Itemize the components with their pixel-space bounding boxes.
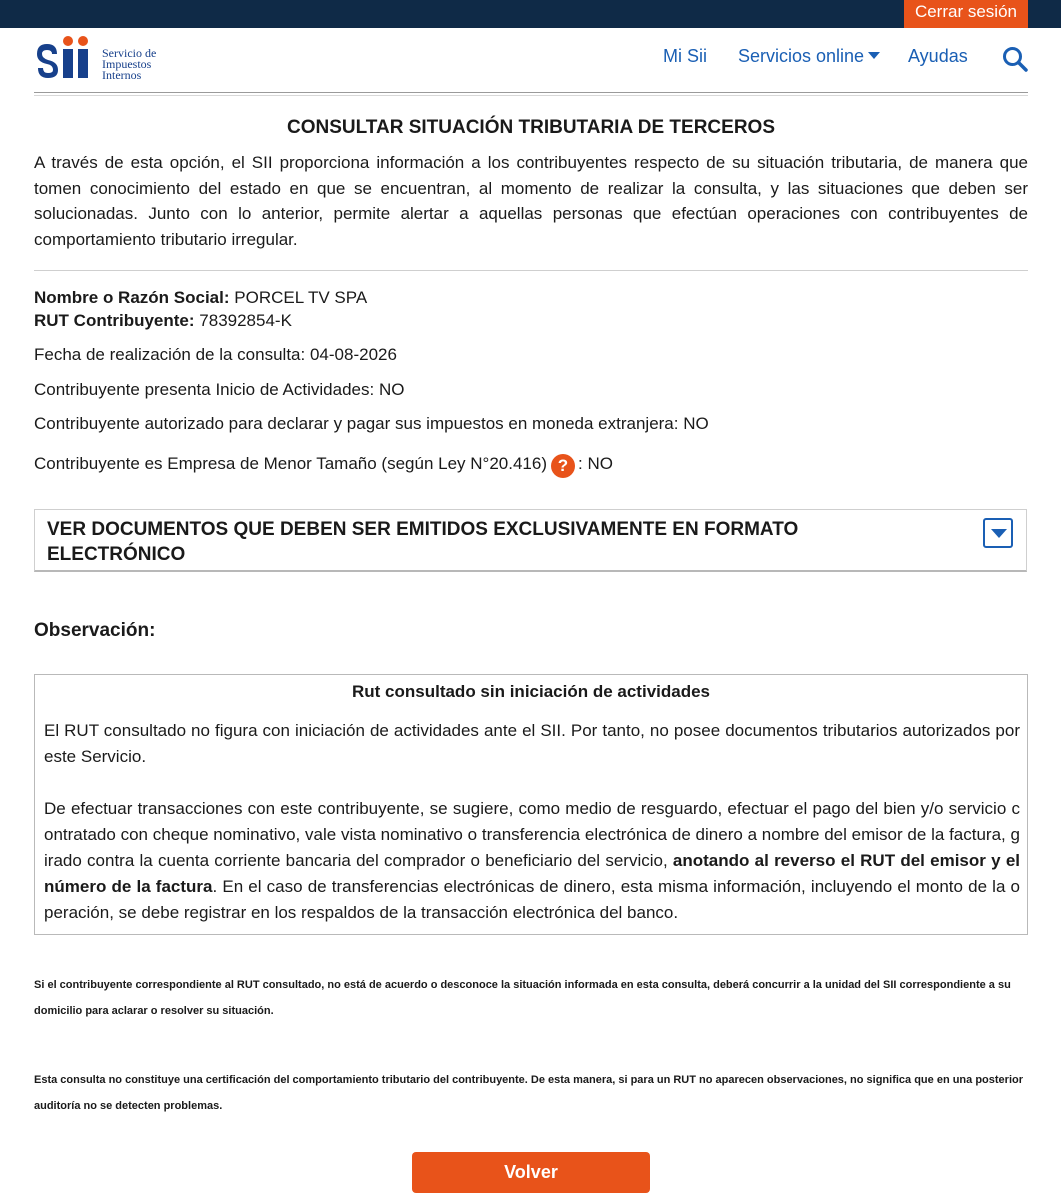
search-icon[interactable] xyxy=(1002,46,1028,72)
moneda-extranjera-label: Contribuyente autorizado para declarar y pagar sus impuestos en moneda extranjera: xyxy=(34,414,679,433)
taxpayer-rut-label: RUT Contribuyente: xyxy=(34,311,195,330)
observacion-paragraph-1: El RUT consultado no figura con iniciación de actividades ante el SII. Por tanto, no posee documentos tributarios autorizados por este Servicio. xyxy=(44,721,1020,766)
observacion-title: Rut consultado sin iniciación de actividades xyxy=(351,682,711,701)
site-header xyxy=(0,28,1061,92)
inicio-actividades-label: Contribuyente presenta Inicio de Actividades: xyxy=(34,380,375,399)
documentos-electronicos-accordion[interactable] xyxy=(34,509,1027,572)
sii-logo[interactable] xyxy=(36,34,176,84)
accordion-title: VER DOCUMENTOS QUE DEBEN SER EMITIDOS EXCLUSIVAMENTE EN FORMATO ELECTRÓNICO xyxy=(47,519,799,565)
logo-line-2: Impuestos xyxy=(102,57,152,71)
consult-date-label: Fecha de realización de la consulta: xyxy=(34,345,306,364)
intro-paragraph: A través de esta opción, el SII proporciona información a los contribuyentes respecto de su situación tributaria, de manera que tomen conocimiento del estado en que se encuentran, al momento de realizar la consulta, y las situaciones que deben ser solucionadas. Junto con lo anterior, permite alertar a aquellas personas que efectúan operaciones con contribuyentes de comportamiento tributario irregular. xyxy=(34,153,1028,249)
triangle-down-icon xyxy=(991,529,1007,538)
volver-button[interactable]: Volver xyxy=(412,1152,650,1193)
taxpayer-name-row xyxy=(34,288,367,308)
nav-mi-sii[interactable]: Mi Sii xyxy=(663,46,707,66)
consult-date-row xyxy=(34,345,397,365)
logout-button[interactable]: Cerrar sesión xyxy=(904,0,1028,28)
inicio-actividades-row xyxy=(34,380,404,400)
nav-servicios-online-label: Servicios online xyxy=(738,46,865,66)
sii-logo-mark xyxy=(36,34,96,84)
taxpayer-rut-row xyxy=(34,311,292,331)
page-title: CONSULTAR SITUACIÓN TRIBUTARIA DE TERCEROS xyxy=(286,117,775,138)
disclaimer-note-1: Si el contribuyente correspondiente al RUT consultado, no está de acuerdo o desconoce la situación informada en esta consulta, deberá concurrir a la unidad del SII correspondiente a su domicilio para aclarar o resolver su situación. xyxy=(34,979,1011,1017)
consult-date-value: 04-08-2026 xyxy=(309,345,397,364)
caret-down-icon xyxy=(868,52,880,59)
moneda-extranjera-row xyxy=(34,414,709,434)
section-divider xyxy=(34,270,1028,271)
observacion-p2-bold: anotando al reverso el RUT del emisor y el número de la factura xyxy=(44,851,1020,896)
observacion-box xyxy=(34,674,1028,935)
inicio-actividades-value: NO xyxy=(378,380,405,399)
moneda-extranjera-value: NO xyxy=(683,414,709,433)
disclaimer-note-2: Esta consulta no constituye una certificación del comportamiento tributario del contribuyente. De esta manera, si para un RUT no aparecen observaciones, no significa que en una posterior auditoría no se detecten problemas. xyxy=(34,1074,1024,1112)
observacion-heading: Observación: xyxy=(34,620,156,641)
observacion-p2-start: De efectuar transacciones con este contribuyente, se sugiere, como medio de resguardo, efectuar el pago del bien y/o servicio contratado con cheque nominativo, vale vista nominativo o transferencia electrónica de dinero a nombre del emisor de la factura, girado contra la cuenta corriente bancaria del comprador o beneficiario del servicio, xyxy=(44,799,1020,870)
nav-servicios-online[interactable] xyxy=(738,46,880,67)
taxpayer-name-value: PORCEL TV SPA xyxy=(234,288,368,307)
header-divider xyxy=(34,92,1028,93)
empresa-menor-tamano-label: Contribuyente es Empresa de Menor Tamaño (según Ley N°20.416) xyxy=(34,454,547,473)
help-icon[interactable]: ? xyxy=(551,454,575,478)
logo-line-1: Servicio de xyxy=(102,46,157,60)
header-divider-light xyxy=(34,95,1028,96)
nav-ayudas[interactable]: Ayudas xyxy=(908,46,968,66)
top-bar xyxy=(0,0,1061,28)
expand-icon[interactable] xyxy=(983,518,1013,548)
empresa-menor-tamano-value: : NO xyxy=(578,454,613,473)
logo-line-3: Internos xyxy=(102,68,142,82)
taxpayer-rut-value: 78392854-K xyxy=(199,311,292,330)
taxpayer-name-label: Nombre o Razón Social: xyxy=(34,288,230,307)
observacion-p2-end: . En el caso de transferencias electrónicas de dinero, esta misma información, incluyendo el monto de la operación, se debe registrar en los respaldos de la transacción electrónica del banco. xyxy=(44,877,1020,922)
logo-wordmark xyxy=(102,48,156,81)
observacion-paragraph-2 xyxy=(44,796,1020,926)
empresa-menor-tamano-row xyxy=(34,454,613,478)
